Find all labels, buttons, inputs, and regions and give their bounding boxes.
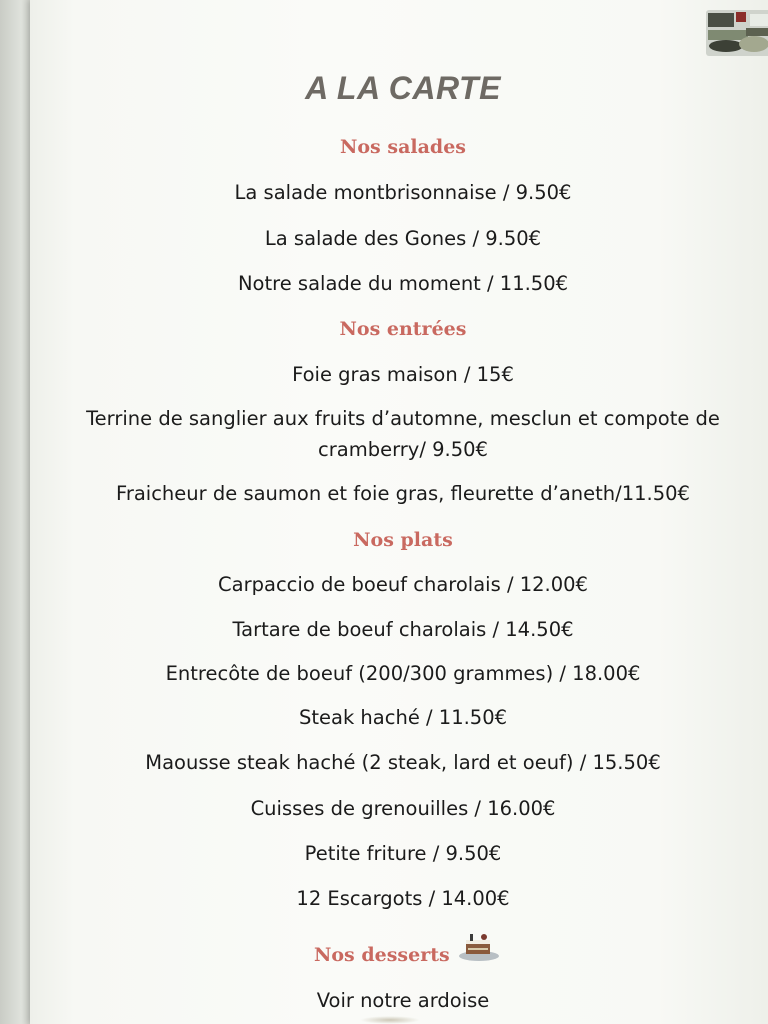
menu-item: Tartare de boeuf charolais / 14.50€	[232, 618, 574, 641]
menu-item: Carpaccio de boeuf charolais / 12.00€	[218, 573, 588, 596]
menu-item: Steak haché / 11.50€	[298, 706, 508, 729]
background-edge	[0, 0, 30, 1024]
menu-item: Entrecôte de boeuf (200/300 grammes) / 18.00€	[165, 662, 641, 685]
section-heading-desserts: Nos desserts	[314, 944, 450, 966]
menu-item: Voir notre ardoise	[316, 989, 490, 1012]
menu-item: Maousse steak haché (2 steak, lard et oeuf) / 15.50€	[145, 751, 661, 774]
menu-item: Foie gras maison / 15€	[292, 363, 514, 386]
section-heading-plats: Nos plats	[353, 529, 453, 551]
paper-clip-shadow	[360, 1016, 420, 1024]
menu-item: La salade montbrisonnaise / 9.50€	[234, 181, 572, 204]
menu-item: Notre salade du moment / 11.50€	[237, 272, 569, 295]
menu-item: Cuisses de grenouilles / 16.00€	[250, 797, 556, 820]
menu-item: Terrine de sanglier aux fruits d’automne, mesclun et compote de	[86, 407, 720, 430]
menu-item: Fraicheur de saumon et foie gras, fleurette d’aneth/11.50€	[116, 482, 690, 505]
menu-item-continued: cramberry/ 9.50€	[318, 438, 488, 461]
menu-title: A LA CARTE	[305, 70, 501, 106]
menu-item: Petite friture / 9.50€	[304, 842, 502, 865]
header-food-photo-icon	[706, 10, 768, 56]
section-heading-salades: Nos salades	[340, 136, 466, 158]
dessert-cake-icon	[456, 928, 502, 964]
menu-item: 12 Escargots / 14.00€	[296, 887, 510, 910]
menu-item: La salade des Gones / 9.50€	[264, 227, 542, 250]
section-heading-entrees: Nos entrées	[339, 318, 467, 340]
